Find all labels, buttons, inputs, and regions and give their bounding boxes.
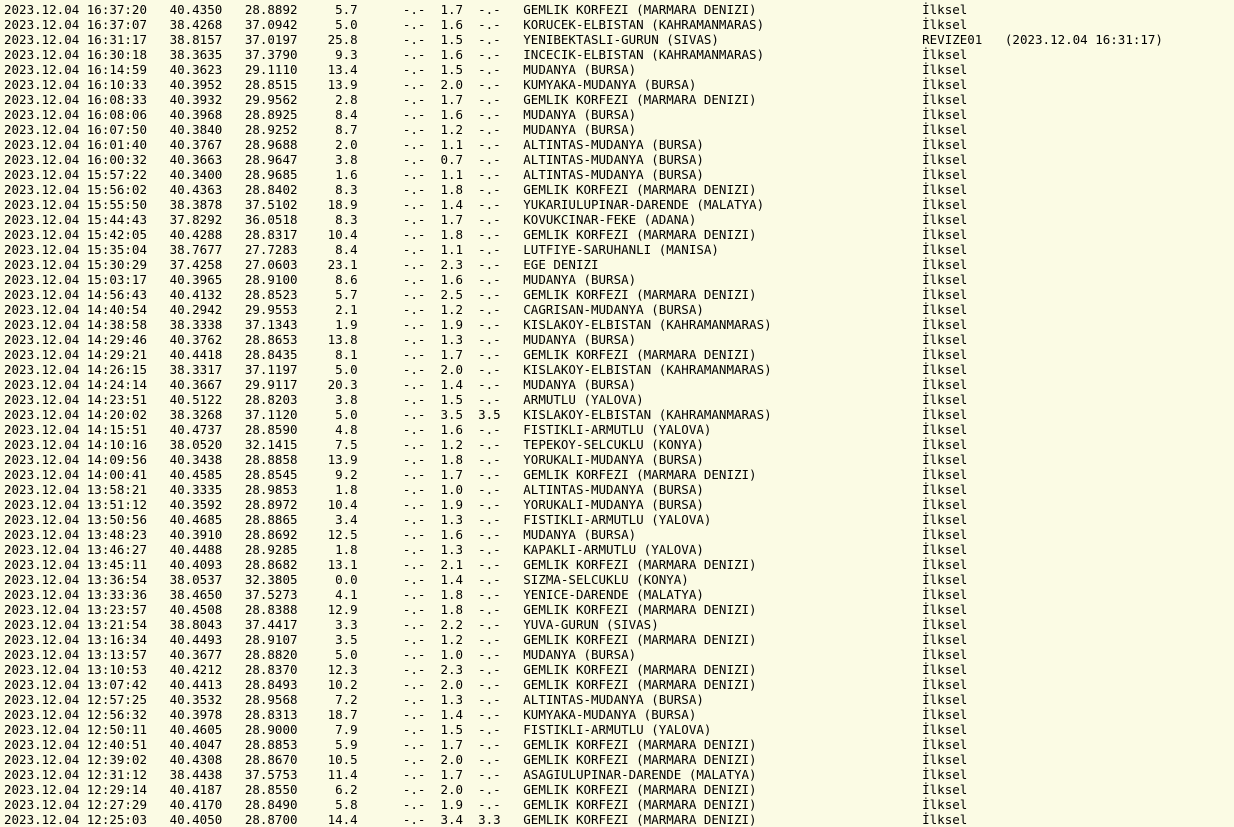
- table-row: 2023.12.04 14:23:51 40.5122 28.8203 3.8 -.- 1.5 -.- ARMUTLU (YALOVA) İlksel: [4, 392, 968, 407]
- table-row: 2023.12.04 15:35:04 38.7677 27.7283 8.4 -.- 1.1 -.- LUTFIYE-SARUHANLI (MANISA) İlksel: [4, 242, 968, 257]
- table-row: 2023.12.04 12:39:02 40.4308 28.8670 10.5 -.- 2.0 -.- GEMLIK KORFEZI (MARMARA DENIZI) İlksel: [4, 752, 968, 767]
- table-row: 2023.12.04 16:08:06 40.3968 28.8925 8.4 -.- 1.6 -.- MUDANYA (BURSA) İlksel: [4, 107, 968, 122]
- table-row: 2023.12.04 13:10:53 40.4212 28.8370 12.3 -.- 2.3 -.- GEMLIK KORFEZI (MARMARA DENIZI) İlksel: [4, 662, 968, 677]
- table-row: 2023.12.04 12:29:14 40.4187 28.8550 6.2 -.- 2.0 -.- GEMLIK KORFEZI (MARMARA DENIZI) İlksel: [4, 782, 968, 797]
- table-row: 2023.12.04 14:29:46 40.3762 28.8653 13.8 -.- 1.3 -.- MUDANYA (BURSA) İlksel: [4, 332, 968, 347]
- table-row: 2023.12.04 13:23:57 40.4508 28.8388 12.9 -.- 1.8 -.- GEMLIK KORFEZI (MARMARA DENIZI) İlksel: [4, 602, 968, 617]
- table-row: 2023.12.04 13:48:23 40.3910 28.8692 12.5 -.- 1.6 -.- MUDANYA (BURSA) İlksel: [4, 527, 968, 542]
- table-row: 2023.12.04 13:45:11 40.4093 28.8682 13.1 -.- 2.1 -.- GEMLIK KORFEZI (MARMARA DENIZI) İlksel: [4, 557, 968, 572]
- table-row: 2023.12.04 15:03:17 40.3965 28.9100 8.6 -.- 1.6 -.- MUDANYA (BURSA) İlksel: [4, 272, 968, 287]
- table-row: 2023.12.04 14:26:15 38.3317 37.1197 5.0 -.- 2.0 -.- KISLAKOY-ELBISTAN (KAHRAMANMARAS) İlksel: [4, 362, 968, 377]
- table-row: 2023.12.04 16:31:17 38.8157 37.0197 25.8 -.- 1.5 -.- YENIBEKTASLI-GURUN (SIVAS) REVIZE01 (2023.12.04 16:31:17): [4, 32, 1163, 47]
- table-row: 2023.12.04 12:27:29 40.4170 28.8490 5.8 -.- 1.9 -.- GEMLIK KORFEZI (MARMARA DENIZI) İlksel: [4, 797, 968, 812]
- table-row: 2023.12.04 13:07:42 40.4413 28.8493 10.2 -.- 2.0 -.- GEMLIK KORFEZI (MARMARA DENIZI) İlksel: [4, 677, 968, 692]
- table-row: 2023.12.04 13:46:27 40.4488 28.9285 1.8 -.- 1.3 -.- KAPAKLI-ARMUTLU (YALOVA) İlksel: [4, 542, 968, 557]
- table-row: 2023.12.04 14:24:14 40.3667 29.9117 20.3 -.- 1.4 -.- MUDANYA (BURSA) İlksel: [4, 377, 968, 392]
- table-row: 2023.12.04 13:36:54 38.0537 32.3805 0.0 -.- 1.4 -.- SIZMA-SELCUKLU (KONYA) İlksel: [4, 572, 968, 587]
- table-row: 2023.12.04 16:10:33 40.3952 28.8515 13.9 -.- 2.0 -.- KUMYAKA-MUDANYA (BURSA) İlksel: [4, 77, 968, 92]
- table-row: 2023.12.04 14:10:16 38.0520 32.1415 7.5 -.- 1.2 -.- TEPEKOY-SELCUKLU (KONYA) İlksel: [4, 437, 968, 452]
- table-row: 2023.12.04 12:50:11 40.4605 28.9000 7.9 -.- 1.5 -.- FISTIKLI-ARMUTLU (YALOVA) İlksel: [4, 722, 968, 737]
- table-row: 2023.12.04 15:55:50 38.3878 37.5102 18.9 -.- 1.4 -.- YUKARIULUPINAR-DARENDE (MALATYA) İlksel: [4, 197, 968, 212]
- table-row: 2023.12.04 14:38:58 38.3338 37.1343 1.9 -.- 1.9 -.- KISLAKOY-ELBISTAN (KAHRAMANMARAS) İlksel: [4, 317, 968, 332]
- table-row: 2023.12.04 16:01:40 40.3767 28.9688 2.0 -.- 1.1 -.- ALTINTAS-MUDANYA (BURSA) İlksel: [4, 137, 968, 152]
- table-row: 2023.12.04 14:40:54 40.2942 29.9553 2.1 -.- 1.2 -.- CAGRISAN-MUDANYA (BURSA) İlksel: [4, 302, 968, 317]
- table-row: 2023.12.04 14:00:41 40.4585 28.8545 9.2 -.- 1.7 -.- GEMLIK KORFEZI (MARMARA DENIZI) İlksel: [4, 467, 968, 482]
- table-row: 2023.12.04 15:30:29 37.4258 27.0603 23.1 -.- 2.3 -.- EGE DENIZI İlksel: [4, 257, 968, 272]
- table-row: 2023.12.04 15:57:22 40.3400 28.9685 1.6 -.- 1.1 -.- ALTINTAS-MUDANYA (BURSA) İlksel: [4, 167, 968, 182]
- table-row: 2023.12.04 12:31:12 38.4438 37.5753 11.4 -.- 1.7 -.- ASAGIULUPINAR-DARENDE (MALATYA) İlksel: [4, 767, 968, 782]
- table-row: 2023.12.04 12:25:03 40.4050 28.8700 14.4 -.- 3.4 3.3 GEMLIK KORFEZI (MARMARA DENIZI) İlksel: [4, 812, 968, 827]
- table-row: 2023.12.04 16:37:20 40.4350 28.8892 5.7 -.- 1.7 -.- GEMLIK KORFEZI (MARMARA DENIZI) İlksel: [4, 2, 968, 17]
- table-row: 2023.12.04 16:00:32 40.3663 28.9647 3.8 -.- 0.7 -.- ALTINTAS-MUDANYA (BURSA) İlksel: [4, 152, 968, 167]
- table-row: 2023.12.04 13:51:12 40.3592 28.8972 10.4 -.- 1.9 -.- YORUKALI-MUDANYA (BURSA) İlksel: [4, 497, 968, 512]
- table-row: 2023.12.04 13:16:34 40.4493 28.9107 3.5 -.- 1.2 -.- GEMLIK KORFEZI (MARMARA DENIZI) İlksel: [4, 632, 968, 647]
- table-row: 2023.12.04 13:13:57 40.3677 28.8820 5.0 -.- 1.0 -.- MUDANYA (BURSA) İlksel: [4, 647, 968, 662]
- table-row: 2023.12.04 12:40:51 40.4047 28.8853 5.9 -.- 1.7 -.- GEMLIK KORFEZI (MARMARA DENIZI) İlksel: [4, 737, 968, 752]
- table-row: 2023.12.04 15:42:05 40.4288 28.8317 10.4 -.- 1.8 -.- GEMLIK KORFEZI (MARMARA DENIZI) İlksel: [4, 227, 968, 242]
- table-row: 2023.12.04 13:21:54 38.8043 37.4417 3.3 -.- 2.2 -.- YUVA-GURUN (SIVAS) İlksel: [4, 617, 968, 632]
- table-row: 2023.12.04 13:58:21 40.3335 28.9853 1.8 -.- 1.0 -.- ALTINTAS-MUDANYA (BURSA) İlksel: [4, 482, 968, 497]
- table-row: 2023.12.04 16:37:07 38.4268 37.0942 5.0 -.- 1.6 -.- KORUCEK-ELBISTAN (KAHRAMANMARAS) İlksel: [4, 17, 968, 32]
- table-row: 2023.12.04 16:14:59 40.3623 29.1110 13.4 -.- 1.5 -.- MUDANYA (BURSA) İlksel: [4, 62, 968, 77]
- table-row: 2023.12.04 14:15:51 40.4737 28.8590 4.8 -.- 1.6 -.- FISTIKLI-ARMUTLU (YALOVA) İlksel: [4, 422, 968, 437]
- table-row: 2023.12.04 14:09:56 40.3438 28.8858 13.9 -.- 1.8 -.- YORUKALI-MUDANYA (BURSA) İlksel: [4, 452, 968, 467]
- table-row: 2023.12.04 16:08:33 40.3932 29.9562 2.8 -.- 1.7 -.- GEMLIK KORFEZI (MARMARA DENIZI) İlksel: [4, 92, 968, 107]
- table-row: 2023.12.04 12:56:32 40.3978 28.8313 18.7 -.- 1.4 -.- KUMYAKA-MUDANYA (BURSA) İlksel: [4, 707, 968, 722]
- table-row: 2023.12.04 16:30:18 38.3635 37.3790 9.3 -.- 1.6 -.- INCECIK-ELBISTAN (KAHRAMANMARAS) İlksel: [4, 47, 968, 62]
- table-row: 2023.12.04 13:33:36 38.4650 37.5273 4.1 -.- 1.8 -.- YENICE-DARENDE (MALATYA) İlksel: [4, 587, 968, 602]
- table-row: 2023.12.04 16:07:50 40.3840 28.9252 8.7 -.- 1.2 -.- MUDANYA (BURSA) İlksel: [4, 122, 968, 137]
- table-row: 2023.12.04 15:56:02 40.4363 28.8402 8.3 -.- 1.8 -.- GEMLIK KORFEZI (MARMARA DENIZI) İlksel: [4, 182, 968, 197]
- table-row: 2023.12.04 12:57:25 40.3532 28.9568 7.2 -.- 1.3 -.- ALTINTAS-MUDANYA (BURSA) İlksel: [4, 692, 968, 707]
- table-row: 2023.12.04 15:44:43 37.8292 36.0518 8.3 -.- 1.7 -.- KOVUKCINAR-FEKE (ADANA) İlksel: [4, 212, 968, 227]
- table-row: 2023.12.04 13:50:56 40.4685 28.8865 3.4 -.- 1.3 -.- FISTIKLI-ARMUTLU (YALOVA) İlksel: [4, 512, 968, 527]
- table-row: 2023.12.04 14:56:43 40.4132 28.8523 5.7 -.- 2.5 -.- GEMLIK KORFEZI (MARMARA DENIZI) İlksel: [4, 287, 968, 302]
- table-row: 2023.12.04 14:20:02 38.3268 37.1120 5.0 -.- 3.5 3.5 KISLAKOY-ELBISTAN (KAHRAMANMARAS) İlksel: [4, 407, 968, 422]
- table-row: 2023.12.04 14:29:21 40.4418 28.8435 8.1 -.- 1.7 -.- GEMLIK KORFEZI (MARMARA DENIZI) İlksel: [4, 347, 968, 362]
